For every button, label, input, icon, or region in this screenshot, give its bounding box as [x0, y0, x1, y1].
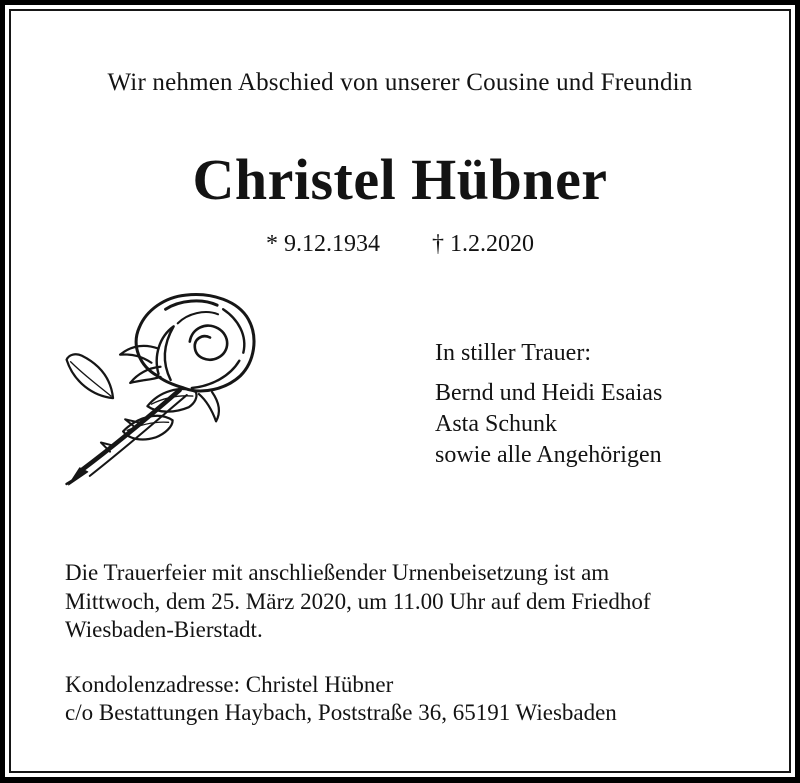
obituary-content	[11, 11, 789, 771]
funeral-line: Mittwoch, dem 25. März 2020, um 11.00 Uhr auf dem Friedhof	[65, 588, 651, 614]
mourner-line: Bernd und Heidi Esaias	[435, 380, 663, 406]
funeral-line: Wiesbaden-Bierstadt.	[65, 617, 263, 642]
mourning-header: In stiller Trauer:	[435, 340, 591, 366]
obituary-card	[5, 5, 795, 777]
mourning-block	[435, 338, 662, 471]
mourner-line: Asta Schunk	[435, 411, 557, 437]
rose-icon	[60, 287, 258, 489]
funeral-details	[65, 559, 651, 645]
condolence-line: c/o Bestattungen Haybach, Poststraße 36, 65191 Wiesbaden	[65, 700, 617, 725]
mourner-line: sowie alle Angehörigen	[435, 442, 662, 468]
birth-date: * 9.12.1934	[266, 231, 380, 257]
inner-border	[9, 9, 791, 773]
deceased-name: Christel Hübner	[192, 147, 608, 212]
life-dates	[11, 229, 789, 259]
funeral-line: Die Trauerfeier mit anschließender Urnenbeisetzung ist am	[65, 560, 610, 585]
death-date: † 1.2.2020	[432, 231, 534, 257]
condolence-address	[65, 671, 617, 727]
intro-line: Wir nehmen Abschied von unserer Cousine und Freundin	[107, 69, 693, 96]
condolence-line: Kondolenzadresse: Christel Hübner	[65, 672, 394, 697]
